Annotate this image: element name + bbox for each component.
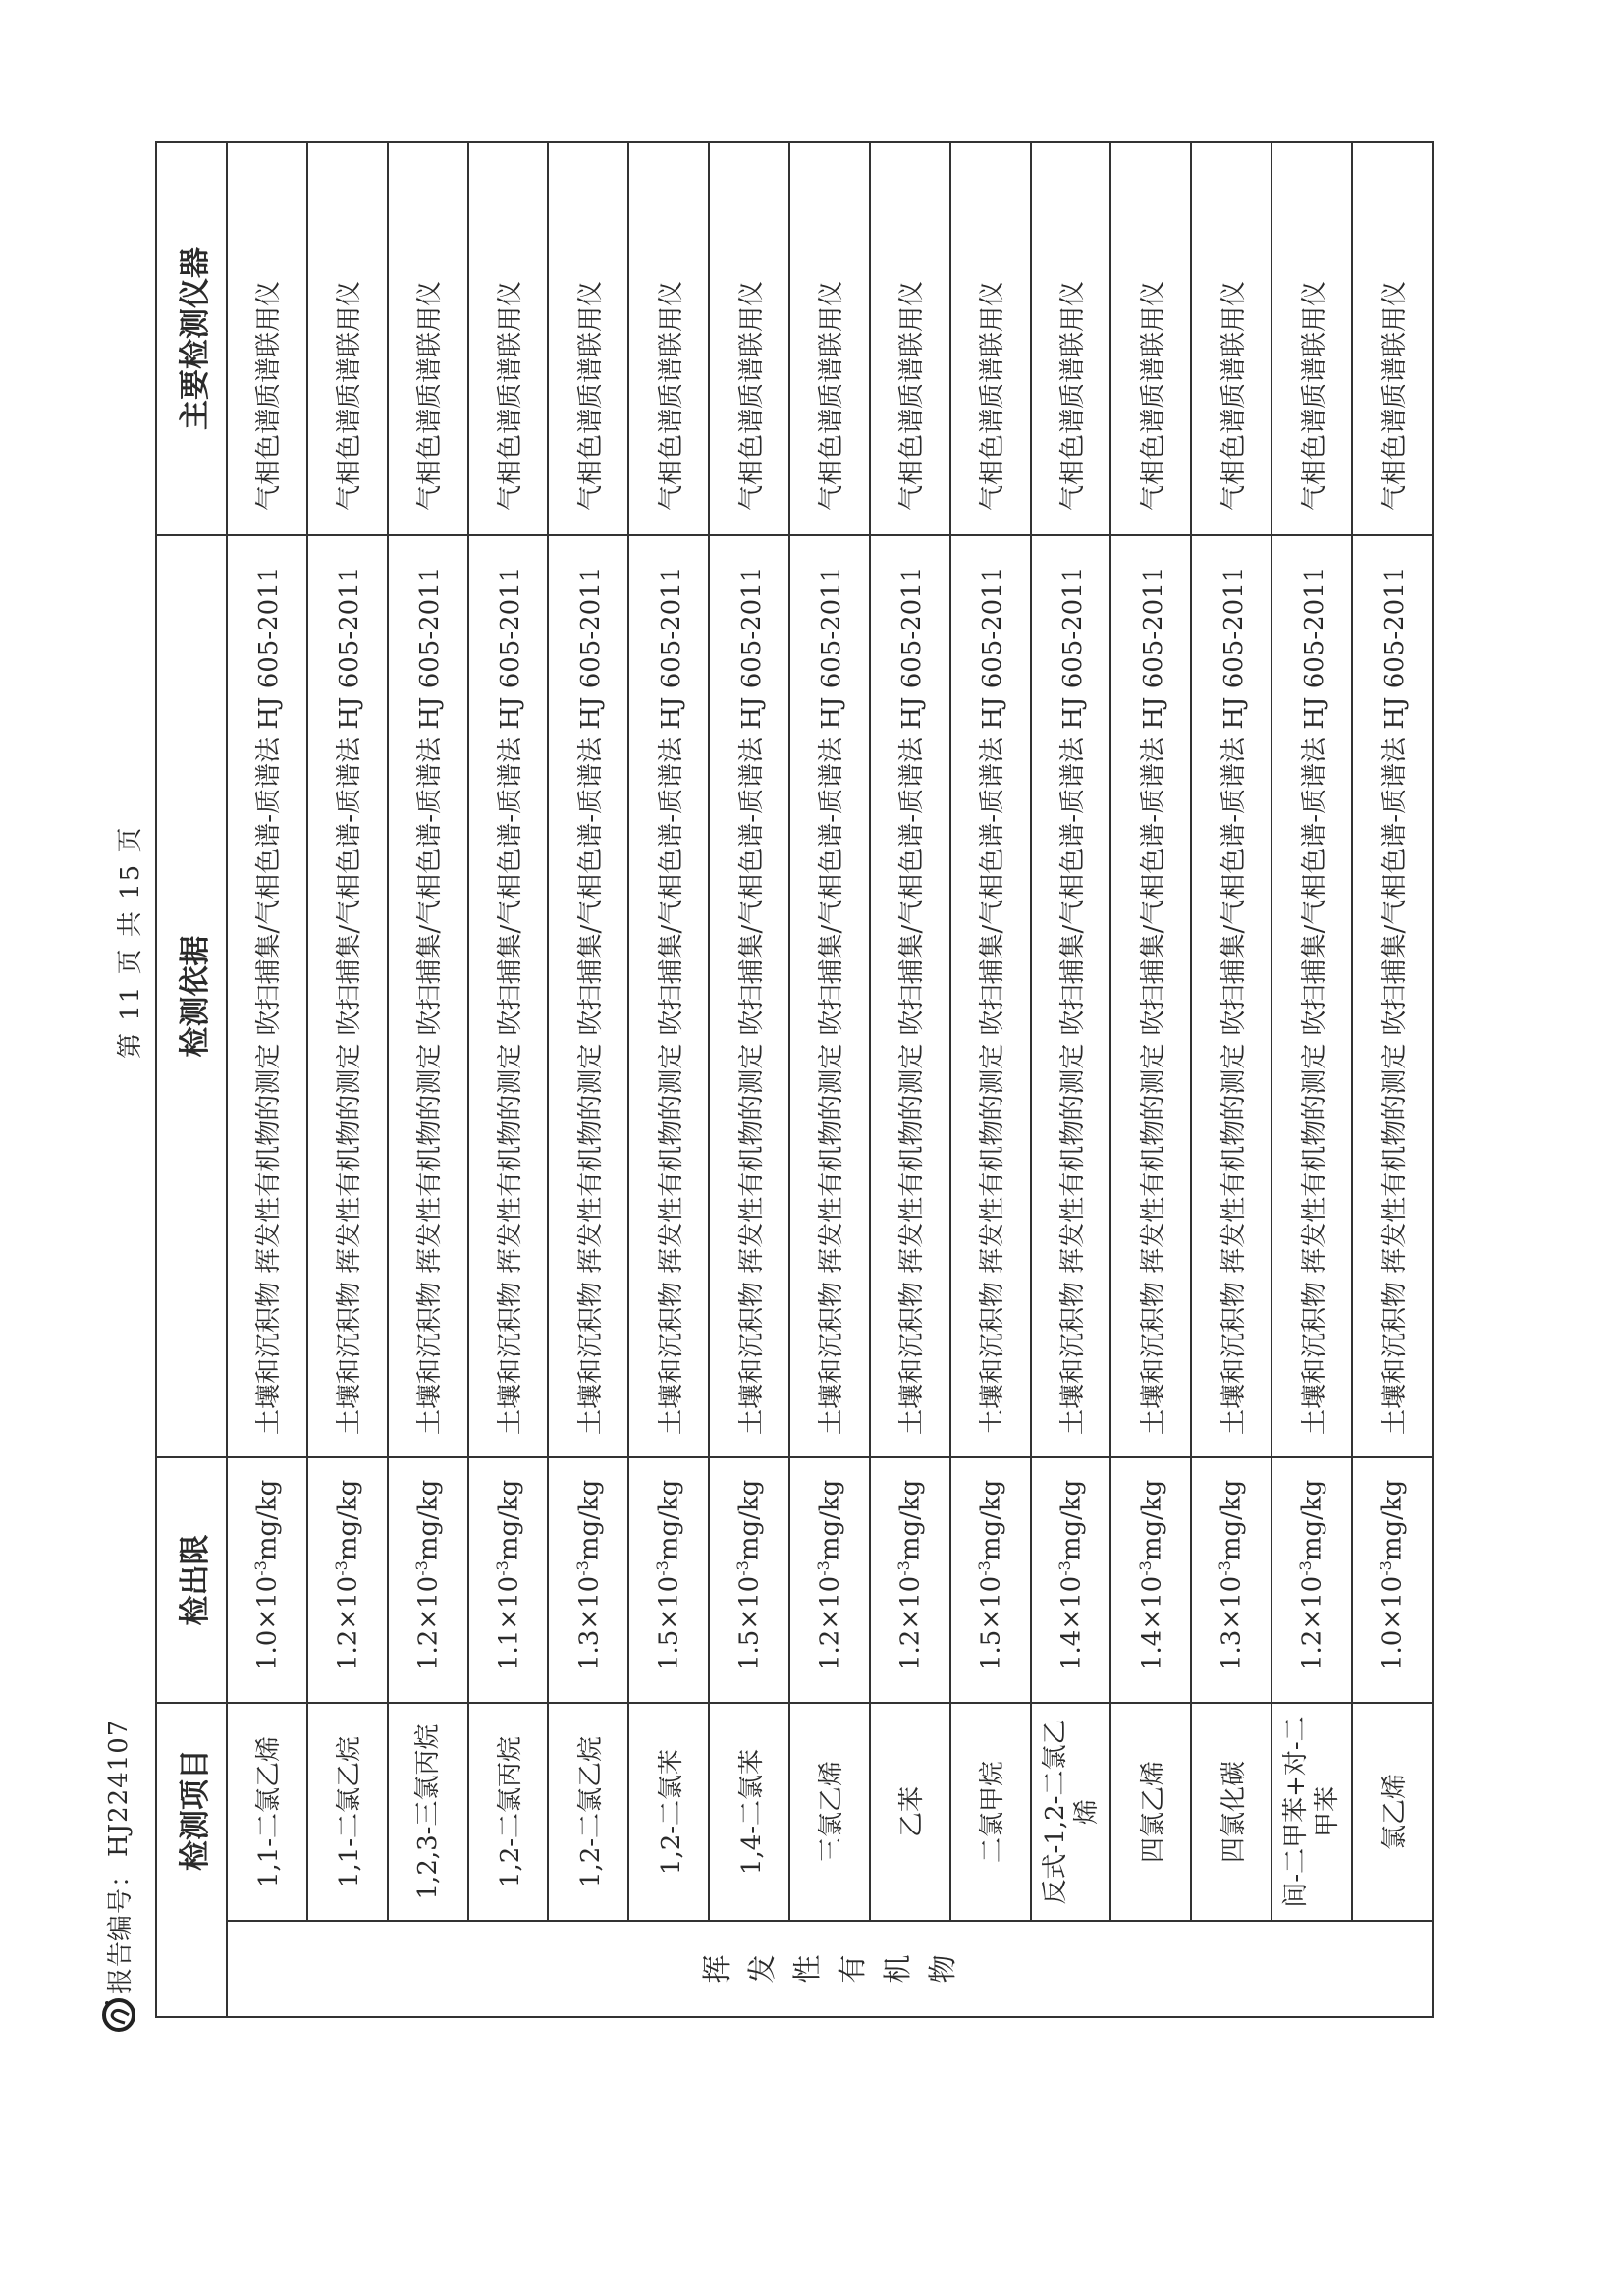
limit-value: 1.5: [655, 1629, 685, 1670]
instrument-cell: 气相色谱质谱联用仪: [628, 142, 709, 535]
report-header: [100, 1720, 136, 2033]
basis-cell: 土壤和沉积物 挥发性有机物的测定 吹扫捕集/气相色谱-质谱法 HJ 605-2011: [870, 535, 950, 1457]
limit-cell: [950, 1457, 1031, 1703]
item-cell: 1,2-二氯苯: [628, 1703, 709, 1921]
report-number: HJ224107: [103, 1719, 134, 1857]
limit-unit: mg/kg: [1056, 1479, 1087, 1561]
limit-base: ×10: [734, 1575, 765, 1630]
item-cell: 反式-1,2-二氯乙烯: [1031, 1703, 1111, 1921]
instrument-cell: 气相色谱质谱联用仪: [789, 142, 870, 535]
limit-value: 1.0: [252, 1629, 283, 1670]
basis-cell: 土壤和沉积物 挥发性有机物的测定 吹扫捕集/气相色谱-质谱法 HJ 605-2011: [709, 535, 789, 1457]
limit-cell: [870, 1457, 950, 1703]
limit-exponent: -3: [411, 1560, 431, 1576]
limit-value: 1.2: [815, 1629, 845, 1670]
instrument-cell: 气相色谱质谱联用仪: [468, 142, 549, 535]
limit-exponent: -3: [492, 1560, 512, 1576]
limit-exponent: -3: [653, 1560, 673, 1576]
inspection-table: [155, 141, 1434, 2018]
limit-exponent: -3: [814, 1560, 834, 1576]
limit-base: ×10: [252, 1575, 283, 1630]
limit-exponent: -3: [1055, 1560, 1074, 1576]
limit-cell: [307, 1457, 388, 1703]
limit-exponent: -3: [733, 1560, 753, 1576]
limit-base: ×10: [413, 1575, 444, 1630]
limit-unit: mg/kg: [333, 1479, 363, 1561]
item-cell: 1,4-二氯苯: [709, 1703, 789, 1921]
basis-cell: 土壤和沉积物 挥发性有机物的测定 吹扫捕集/气相色谱-质谱法 HJ 605-2011: [628, 535, 709, 1457]
table-row: [548, 142, 628, 2017]
limit-cell: [1191, 1457, 1271, 1703]
basis-cell: 土壤和沉积物 挥发性有机物的测定 吹扫捕集/气相色谱-质谱法 HJ 605-2011: [789, 535, 870, 1457]
limit-base: ×10: [494, 1575, 524, 1630]
limit-value: 1.3: [1217, 1629, 1248, 1670]
table-row: [870, 142, 950, 2017]
limit-cell: [789, 1457, 870, 1703]
item-cell: 间-二甲苯+对-二甲苯: [1271, 1703, 1352, 1921]
limit-base: ×10: [333, 1575, 363, 1630]
limit-exponent: -3: [974, 1560, 994, 1576]
limit-unit: mg/kg: [655, 1479, 685, 1561]
item-cell: 1,2,3-三氯丙烷: [388, 1703, 468, 1921]
limit-unit: mg/kg: [976, 1479, 1006, 1561]
limit-base: ×10: [574, 1575, 605, 1630]
category-cell: 挥发性有机物: [227, 1921, 1433, 2017]
column-header-item: 检测项目: [156, 1703, 227, 2017]
limit-value: 1.1: [494, 1629, 524, 1670]
limit-cell: [1031, 1457, 1111, 1703]
table-row: [388, 142, 468, 2017]
basis-cell: 土壤和沉积物 挥发性有机物的测定 吹扫捕集/气相色谱-质谱法 HJ 605-2011: [1271, 535, 1352, 1457]
limit-cell: [227, 1457, 307, 1703]
limit-unit: mg/kg: [815, 1479, 845, 1561]
company-logo-icon: [101, 1997, 136, 2033]
item-cell: 氯乙烯: [1352, 1703, 1433, 1921]
item-cell: 三氯乙烯: [789, 1703, 870, 1921]
basis-cell: 土壤和沉积物 挥发性有机物的测定 吹扫捕集/气相色谱-质谱法 HJ 605-2011: [388, 535, 468, 1457]
limit-base: ×10: [976, 1575, 1006, 1630]
instrument-cell: 气相色谱质谱联用仪: [1352, 142, 1433, 535]
limit-value: 1.4: [1056, 1629, 1087, 1670]
item-cell: 1,1-二氯乙烷: [307, 1703, 388, 1921]
page-indicator: 第 11 页 共 15 页: [116, 825, 145, 1059]
table-row: [468, 142, 549, 2017]
instrument-cell: 气相色谱质谱联用仪: [709, 142, 789, 535]
limit-exponent: -3: [1296, 1560, 1316, 1576]
instrument-cell: 气相色谱质谱联用仪: [1191, 142, 1271, 535]
column-header-basis: 检测依据: [156, 535, 227, 1457]
table-row: [1271, 142, 1352, 2017]
basis-cell: 土壤和沉积物 挥发性有机物的测定 吹扫捕集/气相色谱-质谱法 HJ 605-2011: [307, 535, 388, 1457]
instrument-cell: 气相色谱质谱联用仪: [1031, 142, 1111, 535]
table-body: [227, 142, 1433, 2017]
limit-base: ×10: [815, 1575, 845, 1630]
report-number-label: 报告编号：: [106, 1860, 135, 1994]
instrument-cell: 气相色谱质谱联用仪: [870, 142, 950, 535]
item-cell: 四氯乙烯: [1110, 1703, 1191, 1921]
limit-value: 1.5: [734, 1629, 765, 1670]
column-header-limit: 检出限: [156, 1457, 227, 1703]
limit-exponent: -3: [1377, 1560, 1396, 1576]
limit-unit: mg/kg: [1217, 1479, 1248, 1561]
limit-unit: mg/kg: [574, 1479, 605, 1561]
item-cell: 四氯化碳: [1191, 1703, 1271, 1921]
table-row: [227, 142, 307, 2017]
limit-unit: mg/kg: [734, 1479, 765, 1561]
limit-exponent: -3: [572, 1560, 592, 1576]
item-cell: 1,2-二氯乙烷: [548, 1703, 628, 1921]
limit-base: ×10: [1297, 1575, 1327, 1630]
limit-unit: mg/kg: [494, 1479, 524, 1561]
limit-cell: [628, 1457, 709, 1703]
instrument-cell: 气相色谱质谱联用仪: [307, 142, 388, 535]
limit-base: ×10: [1137, 1575, 1167, 1630]
instrument-cell: 气相色谱质谱联用仪: [950, 142, 1031, 535]
limit-exponent: -3: [331, 1560, 351, 1576]
limit-unit: mg/kg: [1297, 1479, 1327, 1561]
limit-cell: [468, 1457, 549, 1703]
table-row: [789, 142, 870, 2017]
instrument-cell: 气相色谱质谱联用仪: [548, 142, 628, 535]
basis-cell: 土壤和沉积物 挥发性有机物的测定 吹扫捕集/气相色谱-质谱法 HJ 605-2011: [1352, 535, 1433, 1457]
limit-value: 1.2: [1297, 1629, 1327, 1670]
table-row: [1352, 142, 1433, 2017]
limit-exponent: -3: [1135, 1560, 1155, 1576]
limit-value: 1.3: [574, 1629, 605, 1670]
item-cell: 二氯甲烷: [950, 1703, 1031, 1921]
item-cell: 乙苯: [870, 1703, 950, 1921]
instrument-cell: 气相色谱质谱联用仪: [388, 142, 468, 535]
limit-value: 1.0: [1378, 1629, 1408, 1670]
instrument-cell: 气相色谱质谱联用仪: [1110, 142, 1191, 535]
table-row: [1191, 142, 1271, 2017]
limit-unit: mg/kg: [1137, 1479, 1167, 1561]
limit-value: 1.4: [1137, 1629, 1167, 1670]
limit-unit: mg/kg: [895, 1479, 926, 1561]
limit-cell: [1271, 1457, 1352, 1703]
limit-value: 1.5: [976, 1629, 1006, 1670]
limit-exponent: -3: [893, 1560, 913, 1576]
column-header-instrument: 主要检测仪器: [156, 142, 227, 535]
limit-base: ×10: [1217, 1575, 1248, 1630]
table-row: [709, 142, 789, 2017]
instrument-cell: 气相色谱质谱联用仪: [1271, 142, 1352, 535]
limit-base: ×10: [1056, 1575, 1087, 1630]
limit-value: 1.2: [895, 1629, 926, 1670]
basis-cell: 土壤和沉积物 挥发性有机物的测定 吹扫捕集/气相色谱-质谱法 HJ 605-2011: [1110, 535, 1191, 1457]
basis-cell: 土壤和沉积物 挥发性有机物的测定 吹扫捕集/气相色谱-质谱法 HJ 605-2011: [548, 535, 628, 1457]
basis-cell: 土壤和沉积物 挥发性有机物的测定 吹扫捕集/气相色谱-质谱法 HJ 605-2011: [468, 535, 549, 1457]
limit-base: ×10: [655, 1575, 685, 1630]
table-row: [1110, 142, 1191, 2017]
item-cell: 1,1-二氯乙烯: [227, 1703, 307, 1921]
limit-value: 1.2: [413, 1629, 444, 1670]
table-row: [950, 142, 1031, 2017]
limit-cell: [1352, 1457, 1433, 1703]
limit-unit: mg/kg: [1378, 1479, 1408, 1561]
limit-exponent: -3: [251, 1560, 271, 1576]
limit-exponent: -3: [1216, 1560, 1235, 1576]
limit-base: ×10: [895, 1575, 926, 1630]
item-cell: 1,2-二氯丙烷: [468, 1703, 549, 1921]
limit-cell: [709, 1457, 789, 1703]
limit-cell: [1110, 1457, 1191, 1703]
basis-cell: 土壤和沉积物 挥发性有机物的测定 吹扫捕集/气相色谱-质谱法 HJ 605-2011: [1191, 535, 1271, 1457]
instrument-cell: 气相色谱质谱联用仪: [227, 142, 307, 535]
limit-unit: mg/kg: [413, 1479, 444, 1561]
limit-base: ×10: [1378, 1575, 1408, 1630]
limit-unit: mg/kg: [252, 1479, 283, 1561]
basis-cell: 土壤和沉积物 挥发性有机物的测定 吹扫捕集/气相色谱-质谱法 HJ 605-2011: [227, 535, 307, 1457]
limit-value: 1.2: [333, 1629, 363, 1670]
basis-cell: 土壤和沉积物 挥发性有机物的测定 吹扫捕集/气相色谱-质谱法 HJ 605-2011: [950, 535, 1031, 1457]
table-row: [307, 142, 388, 2017]
table-row: [1031, 142, 1111, 2017]
limit-cell: [388, 1457, 468, 1703]
limit-cell: [548, 1457, 628, 1703]
basis-cell: 土壤和沉积物 挥发性有机物的测定 吹扫捕集/气相色谱-质谱法 HJ 605-2011: [1031, 535, 1111, 1457]
table-row: [628, 142, 709, 2017]
